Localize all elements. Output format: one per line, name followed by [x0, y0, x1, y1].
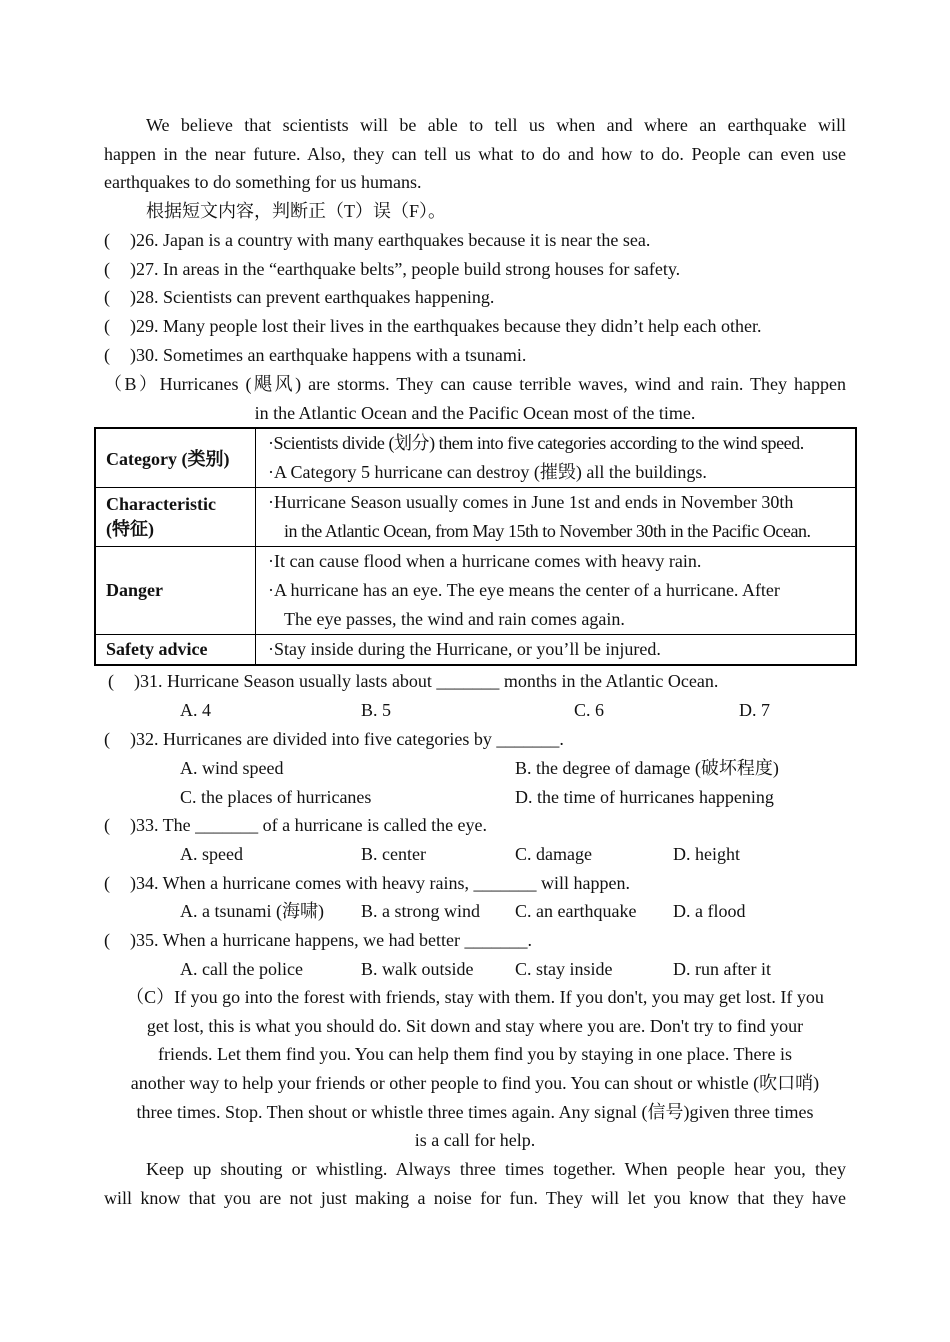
question-text: )28. Scientists can prevent earthquakes happening.	[130, 287, 495, 307]
row-content	[256, 488, 857, 547]
option-d[interactable]: D. 7	[739, 700, 770, 720]
passage-c-line: is a call for help.	[414, 1130, 536, 1150]
passage-c-line: will know that you are not just making a noise for fun. They will let you know that they have	[104, 1188, 846, 1208]
answer-blank[interactable]: (	[104, 729, 110, 749]
option-c[interactable]: C. an earthquake	[515, 901, 637, 921]
answer-blank[interactable]: (	[104, 930, 110, 950]
option-c[interactable]: C. the places of hurricanes	[180, 787, 372, 807]
question-28	[104, 283, 846, 311]
option-b[interactable]: B. walk outside	[361, 959, 474, 979]
passage-a-line: happen in the near future. Also, they can tell us what to do and how to do. People can even use	[104, 144, 846, 164]
answer-blank[interactable]: (	[104, 815, 110, 835]
row-content-line: The eye passes, the wind and rain comes again.	[284, 609, 625, 629]
option-a[interactable]: A. wind speed	[180, 758, 284, 778]
table-row	[95, 635, 856, 666]
row-header-text: Characteristic	[106, 493, 216, 514]
answer-blank[interactable]: (	[108, 671, 114, 691]
passage-b-line: （B）Hurricanes (飓风) are storms. They can cause terrible waves, wind and rain. They happen	[104, 374, 846, 394]
passage-c-line: friends. Let them find you. You can help them find you by staying in one place. There is	[157, 1044, 793, 1064]
hurricane-info-table	[94, 427, 857, 666]
row-header	[95, 635, 256, 666]
question-27	[104, 255, 846, 283]
option-d[interactable]: D. run after it	[673, 959, 771, 979]
answer-blank[interactable]: (	[104, 873, 110, 893]
passage-c-line: another way to help your friends or other people to find you. You can shout or whistle (吹口哨)	[130, 1073, 820, 1093]
option-b[interactable]: B. a strong wind	[361, 901, 480, 921]
instruction: 根据短文内容，判断正（T）误（F）。	[146, 201, 447, 221]
option-a[interactable]: A. call the police	[180, 959, 303, 979]
option-c[interactable]: C. stay inside	[515, 959, 613, 979]
row-content-line: ·Hurricane Season usually comes in June 1st and ends in November 30th	[268, 492, 794, 512]
passage-c-line: （C）If you go into the forest with friends, stay with them. If you don't, you may get lost. If you	[126, 987, 824, 1007]
question-text: )34. When a hurricane comes with heavy rains, _______ will happen.	[130, 873, 631, 893]
option-a[interactable]: A. speed	[180, 844, 243, 864]
question-26	[104, 226, 846, 254]
row-header-text: Category (类别)	[106, 449, 230, 469]
answer-blank[interactable]: (	[104, 316, 110, 336]
question-29	[104, 312, 846, 340]
option-b[interactable]: B. the degree of damage (破坏程度)	[515, 758, 779, 778]
option-c[interactable]: C. damage	[515, 844, 592, 864]
question-text: )35. When a hurricane happens, we had better _______.	[130, 930, 533, 950]
option-d[interactable]: D. height	[673, 844, 740, 864]
option-d[interactable]: D. a flood	[673, 901, 746, 921]
passage-c-line: get lost, this is what you should do. Sit down and stay where you are. Don't try to find your	[146, 1016, 804, 1036]
row-header	[95, 428, 256, 488]
table-row	[95, 428, 856, 488]
answer-blank[interactable]: (	[104, 345, 110, 365]
row-content-line: in the Atlantic Ocean, from May 15th to November 30th in the Pacific Ocean.	[284, 521, 811, 541]
row-content	[256, 635, 857, 666]
option-d[interactable]: D. the time of hurricanes happening	[515, 787, 774, 807]
row-content	[256, 547, 857, 635]
answer-blank[interactable]: (	[104, 259, 110, 279]
row-header-text: (特征)	[106, 518, 154, 539]
row-header	[95, 488, 256, 547]
question-text: )26. Japan is a country with many earthquakes because it is near the sea.	[130, 230, 651, 250]
table-row	[95, 547, 856, 635]
passage-a-line: We believe that scientists will be able to tell us when and where an earthquake will	[146, 115, 846, 135]
question-35	[104, 926, 846, 954]
question-text: )31. Hurricane Season usually lasts about _______ months in the Atlantic Ocean.	[134, 671, 719, 691]
row-content-line: ·Stay inside during the Hurricane, or you’ll be injured.	[268, 639, 661, 659]
question-text: )29. Many people lost their lives in the earthquakes because they didn’t help each other.	[130, 316, 762, 336]
passage-b-line: in the Atlantic Ocean and the Pacific Ocean most of the time.	[254, 403, 696, 423]
row-content-line: ·Scientists divide (划分) them into five categories according to the wind speed.	[268, 433, 804, 453]
table-row	[95, 488, 856, 547]
passage-a-line: earthquakes to do something for us humans.	[104, 172, 422, 192]
option-a[interactable]: A. a tsunami (海啸)	[180, 901, 324, 921]
row-content-line: ·A hurricane has an eye. The eye means the center of a hurricane. After	[268, 580, 780, 600]
answer-blank[interactable]: (	[104, 287, 110, 307]
question-text: )27. In areas in the “earthquake belts”, people build strong houses for safety.	[130, 259, 681, 279]
row-header-text: Safety advice	[106, 639, 208, 659]
passage-c-line: three times. Stop. Then shout or whistle three times again. Any signal (信号)given three times	[136, 1102, 814, 1122]
question-text: )30. Sometimes an earthquake happens with a tsunami.	[130, 345, 527, 365]
row-header	[95, 547, 256, 635]
option-b[interactable]: B. 5	[361, 700, 392, 720]
option-c[interactable]: C. 6	[574, 700, 605, 720]
question-text: )33. The _______ of a hurricane is called the eye.	[130, 815, 488, 835]
question-30	[104, 341, 846, 369]
question-34	[104, 869, 846, 897]
question-text: )32. Hurricanes are divided into five categories by _______.	[130, 729, 564, 749]
option-a[interactable]: A. 4	[180, 700, 211, 720]
option-b[interactable]: B. center	[361, 844, 426, 864]
row-content-line: ·It can cause flood when a hurricane comes with heavy rain.	[268, 551, 702, 571]
passage-c-line: Keep up shouting or whistling. Always three times together. When people hear you, they	[146, 1159, 846, 1179]
row-header-text: Danger	[106, 580, 163, 600]
row-content	[256, 428, 857, 488]
question-32	[104, 725, 846, 753]
row-content-line: ·A Category 5 hurricane can destroy (摧毁) all the buildings.	[268, 462, 707, 482]
question-31	[108, 667, 850, 695]
answer-blank[interactable]: (	[104, 230, 110, 250]
question-33	[104, 811, 846, 839]
